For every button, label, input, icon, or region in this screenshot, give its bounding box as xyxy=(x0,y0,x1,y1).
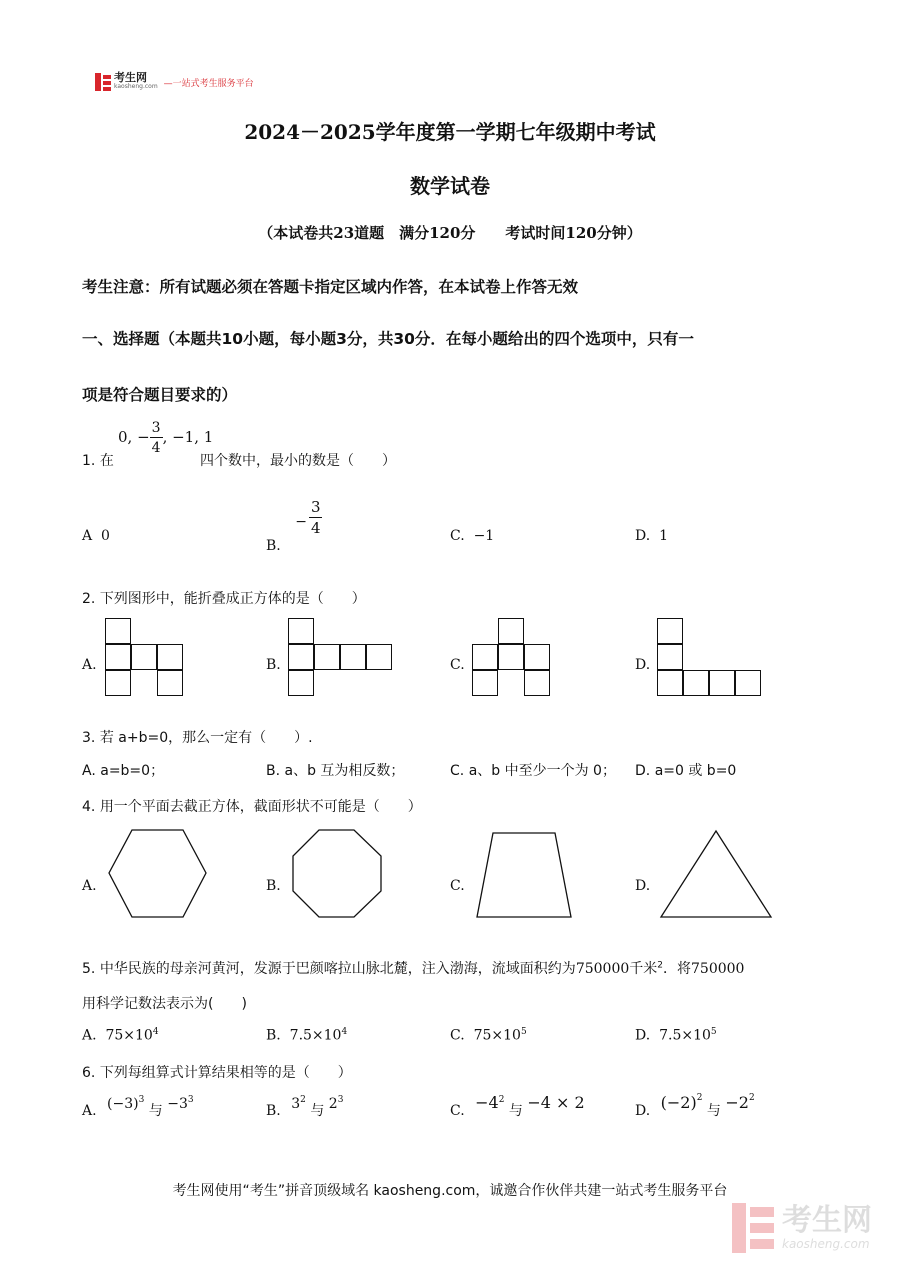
exam-title: 2024－2025学年度第一学期七年级期中考试 xyxy=(244,120,656,144)
q6-option-d[interactable]: D. $(-2)^2$ 与 $-2^2$ xyxy=(635,1093,755,1119)
q5-option-d[interactable]: D. $7.5\times 10^5$ xyxy=(635,1027,717,1044)
q6-option-c[interactable]: C. $-4^2$ 与 −4 × 2 xyxy=(450,1093,585,1119)
exam-subtitle: 数学试卷 xyxy=(410,174,490,198)
section-heading-line1: 一、选择题（本题共10小题，每小题3分，共30分．在每小题给出的四个选项中，只有一 xyxy=(82,330,694,348)
q2-option-c-label[interactable]: C. xyxy=(450,657,465,673)
q4-option-d-label[interactable]: D. xyxy=(635,878,651,894)
question-6: 6. 下列每组算式计算结果相等的是（ ） xyxy=(82,1065,352,1081)
q3-option-c[interactable]: C. a、b 中至少一个为 0； xyxy=(450,763,616,779)
question-1-text: 四个数中，最小的数是（ ） xyxy=(200,453,396,469)
q2-option-d-net[interactable] xyxy=(657,618,765,698)
q5-option-b[interactable]: B. $7.5\times 10^4$ xyxy=(266,1027,348,1044)
q3-option-d[interactable]: D. a=0 或 b=0 xyxy=(635,763,737,779)
brand-slogan: —一站式考生服务平台 xyxy=(163,78,254,89)
watermark xyxy=(732,1203,872,1253)
q4-option-d-triangle[interactable] xyxy=(658,828,774,920)
question-3: 3. 若 a+b=0，那么一定有（ ）. xyxy=(82,730,313,746)
brand-logo-icon xyxy=(95,73,111,91)
q4-option-a-hexagon[interactable] xyxy=(105,828,209,920)
q1-option-c[interactable]: C. −1 xyxy=(450,528,495,544)
watermark-logo-icon xyxy=(732,1203,776,1253)
question-5-line2: 用科学记数法表示为( ) xyxy=(82,996,247,1012)
q1-option-a[interactable]: A 0 xyxy=(82,528,110,544)
brand-name: 考生网 xyxy=(114,71,147,84)
question-1-expression: 0, − $\frac{3}{4}$ , −1, 1 xyxy=(118,420,214,456)
q4-option-b-label[interactable]: B. xyxy=(266,878,281,894)
exam-info: （本试卷共23道题 满分120分 考试时间120分钟） xyxy=(258,224,642,242)
q2-option-b-net[interactable] xyxy=(288,618,396,698)
footer-text: 考生网使用“考生”拼音顶级域名 kaosheng.com，诚邀合作伙伴共建一站式考生服务平台 xyxy=(172,1183,728,1199)
q4-option-c-trapezoid[interactable] xyxy=(474,830,574,920)
q2-option-a-net[interactable] xyxy=(105,618,187,698)
q3-option-b[interactable]: B. a、b 互为相反数； xyxy=(266,763,405,779)
q1-option-b[interactable]: B. − $\frac{3}{4}$ xyxy=(266,498,321,554)
question-1: 1. 在 xyxy=(82,453,114,469)
q4-option-a-label[interactable]: A. xyxy=(82,878,97,894)
q5-option-c[interactable]: C. $75\times 10^5$ xyxy=(450,1027,527,1044)
q6-option-a[interactable]: A. $(-3)^3$ 与 $-3^3$ xyxy=(82,1095,194,1119)
brand-logo xyxy=(95,72,254,92)
section-heading-line2: 项是符合题目要求的） xyxy=(82,386,238,404)
q4-option-b-octagon[interactable] xyxy=(290,828,384,920)
question-2: 2. 下列图形中，能折叠成正方体的是（ ） xyxy=(82,591,366,607)
q2-option-b-label[interactable]: B. xyxy=(266,657,281,673)
watermark-domain: kaosheng.com xyxy=(782,1237,870,1251)
brand-domain: kaosheng.com xyxy=(114,83,158,90)
watermark-name: 考生网 xyxy=(782,1203,872,1238)
question-4: 4. 用一个平面去截正方体，截面形状不可能是（ ） xyxy=(82,799,422,815)
q6-option-b[interactable]: B. $3^2$ 与 $2^3$ xyxy=(266,1095,344,1119)
question-5: 5. 中华民族的母亲河黄河，发源于巴颜喀拉山脉北麓，注入渤海，流域面积约为750000千米$^2$．将750000 xyxy=(82,960,745,977)
notice: 考生注意：所有试题必须在答题卡指定区域内作答，在本试卷上作答无效 xyxy=(82,278,579,296)
q2-option-a-label[interactable]: A. xyxy=(82,657,97,673)
q5-option-a[interactable]: A. $75\times 10^4$ xyxy=(82,1027,159,1044)
q1-option-d[interactable]: D. 1 xyxy=(635,528,669,544)
q2-option-c-net[interactable] xyxy=(472,618,554,698)
q3-option-a[interactable]: A. a=b=0； xyxy=(82,763,165,779)
q4-option-c-label[interactable]: C. xyxy=(450,878,465,894)
q2-option-d-label[interactable]: D. xyxy=(635,657,651,673)
